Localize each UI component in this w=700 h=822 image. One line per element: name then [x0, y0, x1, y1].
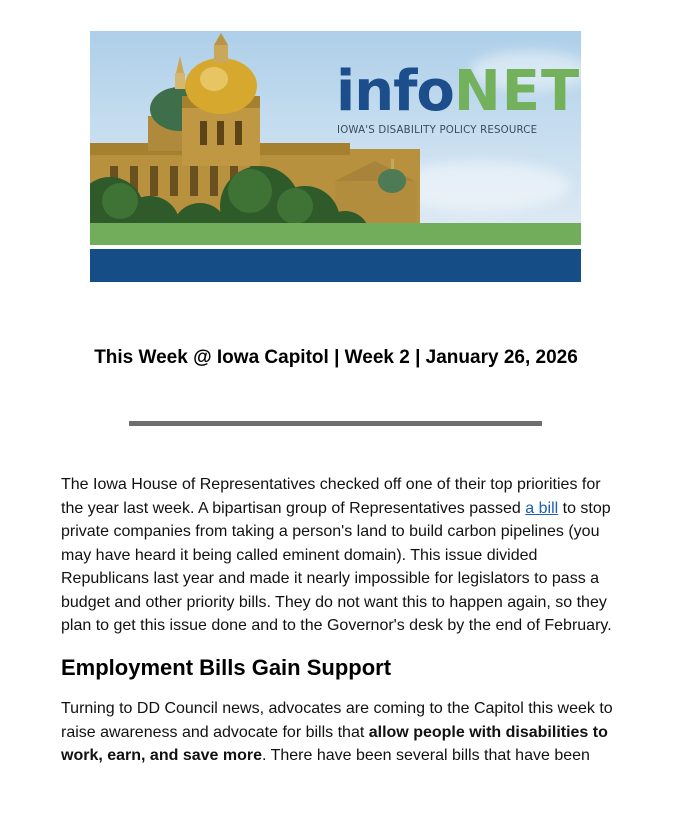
header-banner [90, 31, 581, 282]
banner-blue-band [90, 249, 581, 282]
logo-net-text: NET [453, 59, 581, 124]
section-text-end: . There have been several bills that have been [261, 747, 590, 764]
logo-tagline: IOWA'S DISABILITY POLICY RESOURCE [337, 125, 538, 136]
section-text-start: Turning to DD Council news, advocates are coming to the Capitol this week to raise awareness and advocate for bills that [61, 700, 613, 741]
horizontal-divider [129, 421, 542, 426]
logo-info-text: info [336, 59, 454, 124]
infonet-logo [336, 59, 581, 124]
newsletter-title: This Week @ Iowa Capitol | Week 2 | January 26, 2026 [94, 347, 578, 368]
section-paragraph [61, 697, 621, 768]
bill-link[interactable]: a bill [525, 499, 559, 517]
section-bold-text: allow people with disabilities to work, earn, and save more [61, 723, 608, 764]
intro-text-end: to stop private companies from taking a person's land to build carbon pipelines (you may have heard it being called eminent domain). This issue divided Republicans last year and made it nearly impossible for legislators to pass a budget and other priority bills. They do not want this to happen again, so they plan to get this issue done and to the Governor's desk by the end of February. [61, 499, 612, 634]
section-heading: Employment Bills Gain Support [61, 655, 392, 680]
banner-green-band [90, 223, 581, 245]
intro-paragraph [61, 473, 621, 638]
intro-text-start: The Iowa House of Representatives checked off one of their top priorities for the year last week. A bipartisan group of Representatives passed [61, 476, 601, 517]
